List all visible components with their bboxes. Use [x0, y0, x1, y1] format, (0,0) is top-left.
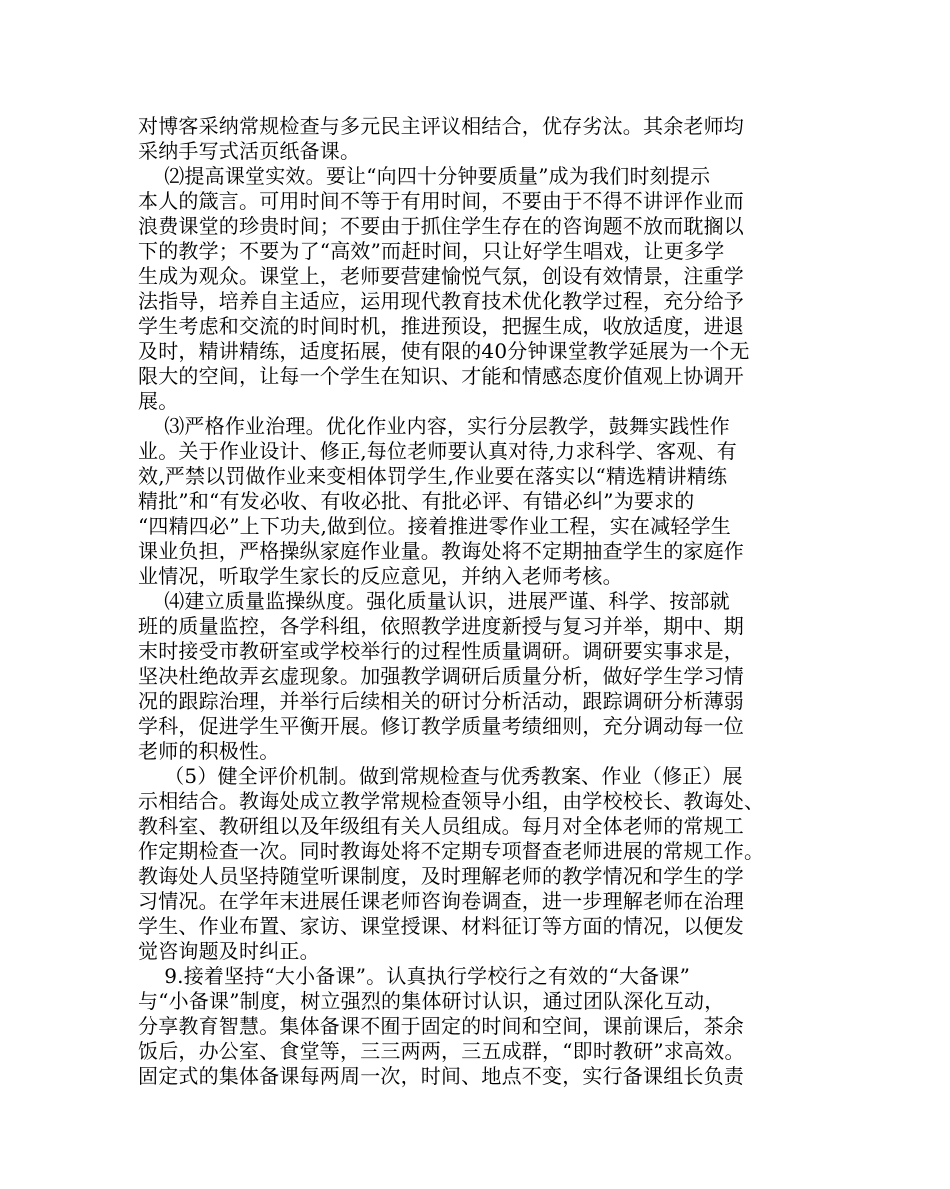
- text-line: 效,严禁以罚做作业来变相体罚学生,作业要在落实以“精选精讲精练: [138, 464, 728, 488]
- text-line: 学生考虑和交流的时间时机，推进预设，把握生成，收放适度，进退: [138, 314, 744, 338]
- text-line: 老师的积极性。: [138, 739, 280, 763]
- text-line: 生成为观众。课堂上，老师要营建愉悦气氛，创设有效情景，注重学: [138, 264, 744, 288]
- text-line: 与“小备课”制度，树立强烈的集体研讨认识，通过团队深化互动，: [138, 989, 725, 1013]
- text-line: 示相结合。教诲处成立教学常规检查领导小组，由学校校长、教诲处、: [138, 789, 765, 813]
- text-line: 及时，精讲精练，适度拓展，使有限的40分钟课堂教学延展为一个无: [138, 339, 750, 363]
- document-body: [138, 114, 818, 1089]
- text-line: 分享教育智慧。集体备课不囿于固定的时间和空间，课前课后，茶余: [138, 1014, 744, 1038]
- text-line: 下的教学；不要为了“高效”而赶时间，只让好学生唱戏，让更多学: [138, 239, 725, 263]
- text-line: 末时接受市教研室或学校举行的过程性质量调研。调研要实事求是，: [138, 639, 744, 663]
- text-line: 课业负担，严格操纵家庭作业量。教诲处将不定期抽查学生的家庭作: [138, 539, 744, 563]
- text-line: 业。关于作业设计、修正,每位老师要认真对待,力求科学、客观、有: [138, 439, 737, 463]
- text-line: 教诲处人员坚持随堂听课制度，及时理解老师的教学情况和学生的学: [138, 864, 744, 888]
- text-line: 业情况，听取学生家长的反应意见，并纳入老师考核。: [138, 564, 623, 588]
- text-line: 学生、作业布置、家访、课堂授课、材料征订等方面的情况，以便发: [138, 914, 744, 938]
- text-line: 作定期检查一次。同时教诲处将不定期专项督查老师进展的常规工作。: [138, 839, 765, 863]
- text-line: 学科，促进学生平衡开展。修订教学质量考绩细则，充分调动每一位: [138, 714, 744, 738]
- text-line: 觉咨询题及时纠正。: [138, 939, 320, 963]
- text-line: 教科室、教研组以及年级组有关人员组成。每月对全体老师的常规工: [138, 814, 744, 838]
- text-line: 9.接着坚持“大小备课”。认真执行学校行之有效的“大备课”: [138, 964, 691, 988]
- text-line: 精批”和“有发必收、有收必批、有批必评、有错必纠”为要求的: [138, 489, 695, 513]
- text-line: 饭后，办公室、食堂等，三三两两，三五成群，“即时教研”求高效。: [138, 1039, 745, 1063]
- text-line: 固定式的集体备课每两周一次，时间、地点不变，实行备课组长负责: [138, 1064, 744, 1088]
- text-line: 采纳手写式活页纸备课。: [138, 139, 361, 163]
- text-line: 浪费课堂的珍贵时间；不要由于抓住学生存在的咨询题不放而耽搁以: [138, 214, 744, 238]
- text-line: （5）健全评价机制。做到常规检查与优秀教案、作业（修正）展: [138, 764, 743, 788]
- text-line: 况的跟踪治理，并举行后续相关的研讨分析活动，跟踪调研分析薄弱: [138, 689, 744, 713]
- text-line: 班的质量监控，各学科组，依照教学进度新授与复习并举，期中、期: [138, 614, 744, 638]
- text-line: 展。: [138, 389, 179, 413]
- text-line: ⑶严格作业治理。优化作业内容，实行分层教学，鼓舞实践性作: [138, 414, 730, 438]
- text-line: 法指导，培养自主适应，运用现代教育技术优化教学过程，充分给予: [138, 289, 744, 313]
- text-line: “四精四必”上下功夫,做到位。接着推进零作业工程，实在减轻学生: [138, 514, 732, 538]
- text-line: ⑵提高课堂实效。要让“向四十分钟要质量”成为我们时刻提示: [138, 164, 711, 188]
- text-line: 限大的空间，让每一个学生在知识、才能和情感态度价值观上协调开: [138, 364, 744, 388]
- text-line: 本人的箴言。可用时间不等于有用时间，不要由于不得不讲评作业而: [138, 189, 744, 213]
- text-line: 对博客采纳常规检查与多元民主评议相结合，优存劣汰。其余老师均: [138, 114, 744, 138]
- text-line: 习情况。在学年末进展任课老师咨询卷调查，进一步理解老师在治理: [138, 889, 744, 913]
- text-line: 坚决杜绝故弄玄虚现象。加强教学调研后质量分析，做好学生学习情: [138, 664, 744, 688]
- text-line: ⑷建立质量监操纵度。强化质量认识，进展严谨、科学、按部就: [138, 589, 730, 613]
